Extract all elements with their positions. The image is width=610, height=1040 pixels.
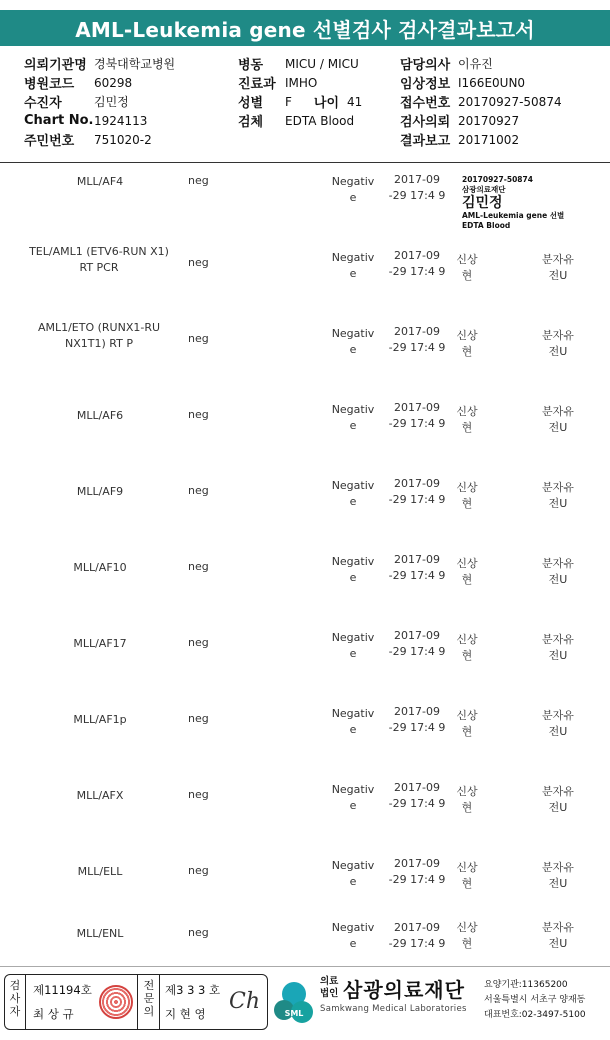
report-datetime: 2017-09 -29 17:4 9 [388, 173, 446, 202]
report-datetime: 2017-09 -29 17:4 9 [388, 921, 446, 950]
info-label: Chart No. [24, 113, 94, 128]
info-label: 성별 [238, 96, 264, 111]
test-result: neg [188, 408, 209, 421]
info-label: 의뢰기관명 [24, 58, 87, 73]
result-row [0, 476, 610, 536]
info-column-1 [24, 54, 175, 149]
test-interpretation: Negativ e [331, 921, 375, 950]
test-interpretation: Negativ e [331, 859, 375, 888]
reporter-name: 신상 현 [456, 633, 478, 662]
reporter-name: 신상 현 [456, 861, 478, 890]
examiner-name: 최 상 규 [33, 1007, 74, 1021]
info-value: 이유진 [458, 57, 493, 71]
result-row [0, 704, 610, 764]
org-info-line: 대표번호:02-3497-5100 [484, 1010, 586, 1020]
info-label: 주민번호 [24, 134, 75, 149]
test-result: neg [188, 864, 209, 877]
report-datetime: 2017-09 -29 17:4 9 [388, 781, 446, 810]
footer-divider [0, 966, 610, 967]
org-info-line: 서울특별시 서초구 양재동 [484, 995, 586, 1005]
test-name: MLL/AF17 [73, 637, 127, 650]
info-column-2 [238, 54, 362, 130]
test-interpretation: Negativ e [331, 175, 375, 204]
info-value: 20170927-50874 [458, 94, 562, 109]
org-name: 삼광의료재단 [343, 978, 465, 1002]
department: 분자유 전U [542, 709, 574, 738]
info-label: 결과보고 [400, 134, 451, 149]
report-datetime: 2017-09 -29 17:4 9 [388, 857, 446, 886]
result-row [0, 921, 610, 960]
info-row [24, 54, 175, 73]
info-label: 수진자 [24, 96, 62, 111]
department: 분자유 전U [542, 405, 574, 434]
test-result: neg [188, 174, 209, 187]
result-row [0, 400, 610, 460]
vertical-char: 사 [9, 992, 21, 1005]
org-prefix: 의료법인 [320, 976, 339, 999]
reporter-name: 신상 현 [456, 329, 478, 358]
specialist-name: 지 현 영 [165, 1007, 206, 1021]
info-value: 20170927 [458, 113, 520, 128]
sml-logo-icon [272, 976, 316, 1028]
info-value: 1924113 [94, 113, 148, 128]
info-row [238, 73, 362, 92]
info-value: EDTA Blood [285, 113, 355, 128]
header-divider [0, 162, 610, 163]
reporter-name: 신상 현 [456, 557, 478, 586]
info-value: F [285, 94, 292, 109]
department: 분자유 전U [542, 329, 574, 358]
info-value: 60298 [94, 75, 133, 90]
test-result: neg [188, 788, 209, 801]
test-name: MLL/AF10 [73, 561, 127, 574]
department: 분자유 전U [542, 861, 574, 890]
department: 분자유 전U [542, 253, 574, 282]
test-result: neg [188, 926, 209, 939]
info-value: I166E0UN0 [458, 75, 526, 90]
info-label: 임상정보 [400, 77, 451, 92]
age-value: 41 [347, 94, 363, 109]
age-label: 나이 [313, 96, 340, 111]
test-interpretation: Negativ e [331, 631, 375, 660]
report-datetime: 2017-09 -29 17:4 9 [388, 401, 446, 430]
result-rows [0, 172, 610, 960]
info-label: 접수번호 [400, 96, 451, 111]
test-name: MLL/AFX [76, 789, 124, 802]
report-datetime: 2017-09 -29 17:4 9 [388, 249, 446, 278]
info-value: MICU / MICU [285, 56, 359, 71]
test-name: MLL/AF6 [76, 409, 124, 422]
specialist-license: 제3 3 3 호 [165, 983, 221, 997]
result-row [0, 552, 610, 612]
info-value: 경북대학교병원 [94, 57, 176, 71]
test-interpretation: Negativ e [331, 479, 375, 508]
info-label: 병원코드 [24, 77, 75, 92]
test-name: TEL/AML1 (ETV6-RUN X1) RT PCR [29, 245, 169, 274]
signature-box [4, 974, 268, 1030]
test-result: neg [188, 256, 209, 269]
report-datetime: 2017-09 -29 17:4 9 [388, 629, 446, 658]
test-interpretation: Negativ e [331, 783, 375, 812]
info-label: 진료과 [238, 77, 276, 92]
divider [25, 975, 26, 1029]
info-row [24, 92, 175, 111]
info-label: 검체 [238, 115, 264, 130]
divider [137, 975, 138, 1029]
info-row [238, 111, 362, 130]
test-interpretation: Negativ e [331, 403, 375, 432]
info-label: 담당의사 [400, 58, 451, 73]
divider [159, 975, 160, 1029]
test-interpretation: Negativ e [331, 555, 375, 584]
sticker-org: 삼광의료재단 [462, 185, 506, 194]
vertical-char: 문 [143, 992, 155, 1005]
test-result: neg [188, 560, 209, 573]
test-name: MLL/ENL [76, 927, 124, 940]
test-result: neg [188, 712, 209, 725]
reporter-name: 신상 현 [456, 405, 478, 434]
info-row [400, 130, 562, 149]
org-contact-info [484, 978, 586, 1023]
info-label: 병동 [238, 58, 264, 73]
info-row [24, 130, 175, 149]
result-row [0, 780, 610, 840]
test-result: neg [188, 332, 209, 345]
examiner-label [7, 979, 23, 1018]
sticker-patient-name: 김민정 [462, 195, 503, 211]
sticker-specimen: EDTA Blood [462, 221, 511, 230]
info-row [400, 73, 562, 92]
test-interpretation: Negativ e [331, 707, 375, 736]
report-datetime: 2017-09 -29 17:4 9 [388, 477, 446, 506]
department: 분자유 전U [542, 633, 574, 662]
org-english-name: Samkwang Medical Laboratories [320, 1004, 467, 1014]
vertical-char: 검 [9, 979, 21, 992]
info-value: 751020-2 [94, 132, 152, 147]
org-info-line: 요양기관:11365200 [484, 980, 568, 990]
result-row [0, 628, 610, 688]
department: 분자유 전U [542, 921, 574, 950]
test-result: neg [188, 484, 209, 497]
vertical-char: 자 [9, 1005, 21, 1018]
logo-text: SML [284, 1009, 304, 1018]
department: 분자유 전U [542, 785, 574, 814]
test-name: MLL/ELL [77, 865, 123, 878]
info-row [400, 92, 562, 111]
sticker-accession: 20170927-50874 [462, 175, 533, 184]
examiner-license: 제11194호 [33, 983, 92, 997]
reporter-name: 신상 현 [456, 921, 478, 950]
specimen-sticker [462, 175, 592, 239]
report-datetime: 2017-09 -29 17:4 9 [388, 325, 446, 354]
result-row [0, 321, 610, 384]
info-value: 20171002 [458, 132, 520, 147]
seal-stamp [99, 985, 133, 1019]
department: 분자유 전U [542, 557, 574, 586]
info-value: 김민정 [94, 95, 129, 109]
test-result: neg [188, 636, 209, 649]
sticker-test: AML-Leukemia gene 선별 [462, 211, 565, 220]
result-row [0, 245, 610, 308]
info-label: 검사의뢰 [400, 115, 451, 130]
reporter-name: 신상 현 [456, 481, 478, 510]
test-name: MLL/AF9 [76, 485, 124, 498]
info-column-3 [400, 54, 562, 149]
reporter-name: 신상 현 [456, 709, 478, 738]
info-row [24, 73, 175, 92]
footer [0, 972, 610, 1034]
vertical-char: 전 [143, 979, 155, 992]
specialist-label [141, 979, 157, 1018]
reporter-name: 신상 현 [456, 785, 478, 814]
report-datetime: 2017-09 -29 17:4 9 [388, 553, 446, 582]
info-row [400, 111, 562, 130]
vertical-char: 의 [143, 1005, 155, 1018]
department: 분자유 전U [542, 481, 574, 510]
test-interpretation: Negativ e [331, 251, 375, 280]
reporter-name: 신상 현 [456, 253, 478, 282]
result-row [0, 856, 610, 916]
signature: Ch [229, 989, 261, 1014]
info-value: IMHO [285, 75, 318, 90]
test-name: MLL/AF4 [76, 175, 124, 188]
report-datetime: 2017-09 -29 17:4 9 [388, 705, 446, 734]
patient-info-block [0, 50, 610, 162]
test-name: AML1/ETO (RUNX1-RU NX1T1) RT P [37, 321, 161, 350]
info-row [24, 111, 175, 130]
info-row [238, 54, 362, 73]
test-name: MLL/AF1p [73, 713, 127, 726]
info-row [238, 92, 362, 111]
info-row [400, 54, 562, 73]
report-title: AML-Leukemia gene 선별검사 검사결과보고서 [0, 10, 610, 46]
test-interpretation: Negativ e [331, 327, 375, 356]
